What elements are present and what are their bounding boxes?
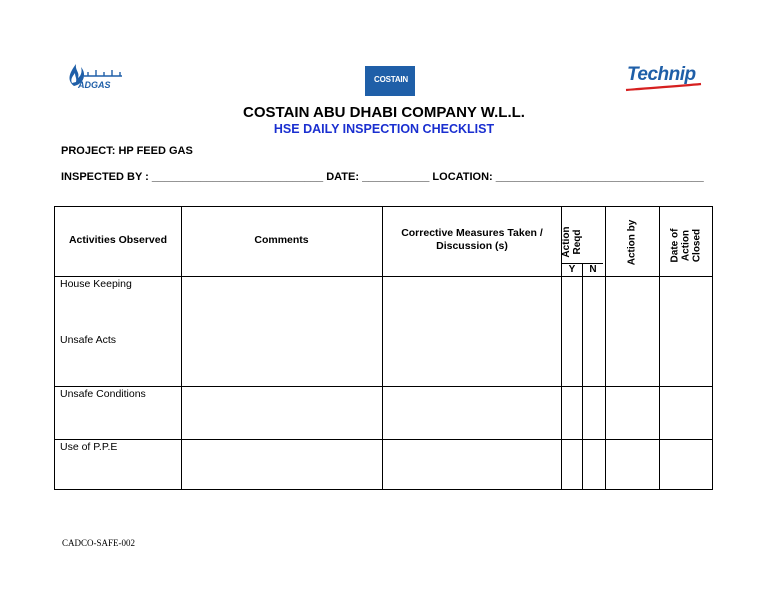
header-corrective-measures: Corrective Measures Taken / Discussion (s) xyxy=(401,227,543,252)
project-line: PROJECT: HP FEED GAS xyxy=(61,145,193,157)
adgas-logo-text: ADGAS xyxy=(78,80,111,90)
header-comments: Comments xyxy=(254,234,309,246)
header-activities-observed: Activities Observed xyxy=(68,234,168,246)
header-n: N xyxy=(589,264,597,275)
inspected-by-line: INSPECTED BY : ____________________________ DATE: ___________ LOCATION: __________________________________ xyxy=(61,171,704,183)
inspection-table xyxy=(54,206,713,490)
row-unsafe-conditions: Unsafe Conditions xyxy=(60,388,146,400)
checklist-title: HSE DAILY INSPECTION CHECKLIST xyxy=(273,122,495,136)
technip-swoosh-icon xyxy=(625,82,705,92)
footer-document-code: CADCO-SAFE-002 xyxy=(62,538,136,548)
row-unsafe-acts: Unsafe Acts xyxy=(60,334,117,346)
technip-logo xyxy=(625,64,705,94)
header-y: Y xyxy=(568,264,576,275)
row-use-of-ppe: Use of P.P.E xyxy=(60,441,118,453)
header-date-action-closed: Date of Action Closed xyxy=(669,228,703,263)
adgas-logo xyxy=(64,58,134,94)
costain-logo xyxy=(365,66,415,96)
header-action-reqd: Action Reqd xyxy=(561,226,583,258)
company-title: COSTAIN ABU DHABI COMPANY W.L.L. xyxy=(243,104,525,121)
header-action-by: Action by xyxy=(626,219,638,266)
costain-logo-text: COSTAIN xyxy=(374,75,409,84)
row-house-keeping: House Keeping xyxy=(60,278,132,290)
technip-logo-text: Technip xyxy=(627,64,696,85)
